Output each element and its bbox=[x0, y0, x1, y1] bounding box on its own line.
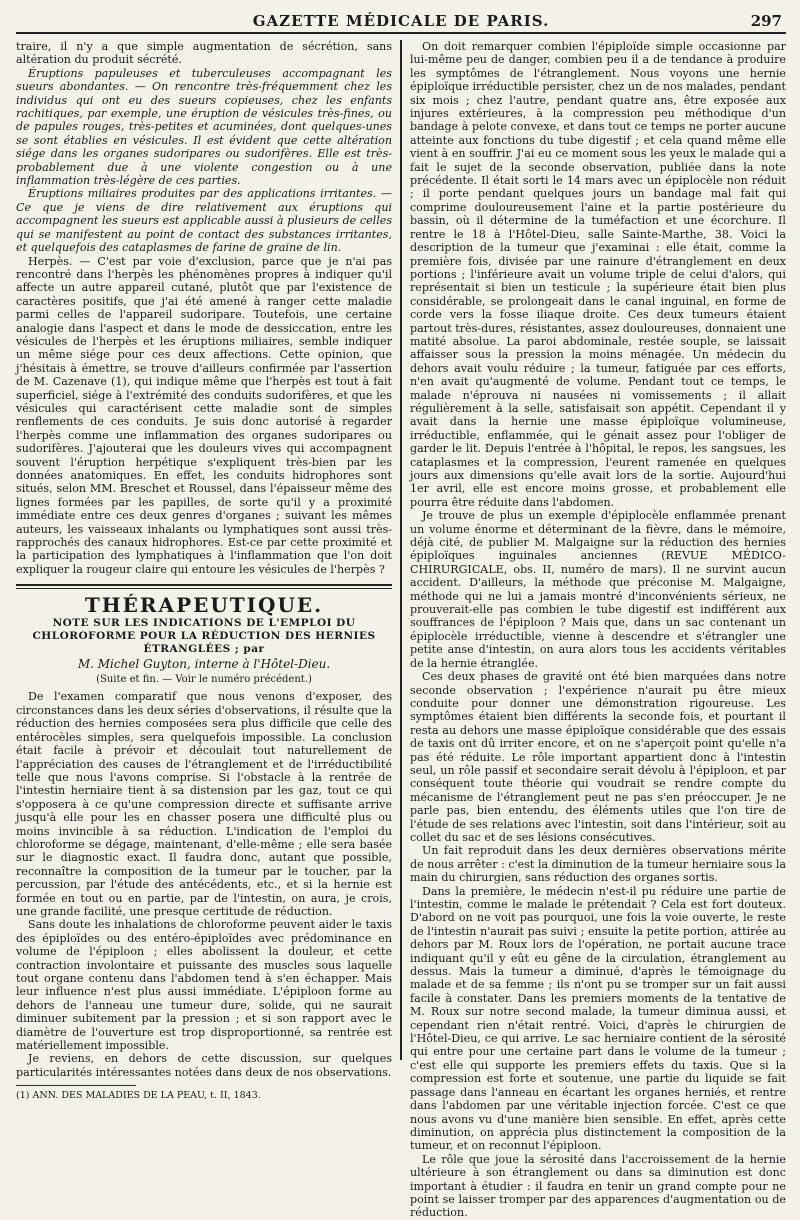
right-column bbox=[402, 40, 786, 1220]
page-number: 297 bbox=[750, 12, 782, 30]
left-column bbox=[16, 40, 400, 1102]
paragraph: De l'examen comparatif que nous venons d'exposer, des circonstances dans les deux séries d'observations, il résulte que la réduction des hernies composées sera plus difficile que celle des entérocèles simples, sera quelquefois impossible. La conclusion était facile à prévoir et découlait tout naturellement de l'appréciation des causes de l'étranglement et de l'irréductibilité telle que nous l'avons comprise. Si l'obstacle à la rentrée de l'intestin herniaire tient à sa distension par les gaz, tout ce qui s'opposera à ce qu'une compression directe et suffisante arrive jusqu'à elle pour les en chasser posera une difficulté plus ou moins invincible à sa réduction. L'indication de l'emploi du chloroforme se dégage, maintenant, d'elle-même ; elle sera basée sur le diagnostic exact. Il faudra donc, autant que possible, reconnaître la composition de la tumeur par le toucher, par la percussion, par l'étude des antécédents, etc., et si la hernie est formée en tout ou en partie, par de l'intestin, on aura, je crois, une grande facilité, une presque certitude de réduction. bbox=[16, 690, 393, 918]
paragraph: Dans la première, le médecin n'est-il pu réduire une partie de l'intestin, comme le malade le prétendait ? Cela est fort douteux. D'abord on ne voit pas pourquoi, une fois la voie ouverte, le reste de l'intestin n'aurait pas suivi ; ensuite la petite portion, attirée au dehors par M. Roux lors de l'opération, ne portait aucune trace indiquant qu'il y eût eu gêne de la circulation, étranglement au dessus. Mais la tumeur a diminué, d'après le témoignage du malade et de sa femme ; ils n'ont pu se tromper sur un fait aussi facile à constater. Dans les premiers moments de la tentative de M. Roux sur notre second malade, la tumeur diminua aussi, et cependant rien n'était rentré. Voici, d'après le chirurgien de l'Hôtel-Dieu, ce qui arrive. Le sac herniaire contient de la sérosité qui entre pour une certaine part dans le volume de la tumeur ; c'est elle qui supporte les premiers effets du taxis. Que si la compression est forte et soutenue, une partie du liquide se fait passage dans l'anneau en écartant les organes herniés, et rentre dans l'abdomen par une véritable injection forcée. C'est ce que nous avons vu d'une manière bien sensible. En effet, après cette diminution, on apprécia plus distinctement la composition de la tumeur, et on reconnut l'épiploon. bbox=[409, 884, 786, 1153]
columns bbox=[16, 40, 786, 1220]
paragraph: traire, il n'y a que simple augmentation de sécrétion, sans altération du produit sécrété. bbox=[16, 40, 393, 67]
footnote: (1) ANN. DES MALADIES DE LA PEAU, t. II, 1843. bbox=[16, 1090, 261, 1102]
paragraph: Je trouve de plus un exemple d'épiplocèle enflammée prenant un volume énorme et déterminant de la fièvre, dans le mémoire, déjà cité, de publier M. Malgaigne sur la réduction des hernies épiploïques inguinales anciennes (REVUE MÉDICO-CHIRURGICALE, obs. II, numéro de mars). Il ne survint aucun accident. D'ailleurs, la méthode que préconise M. Malgaigne, méthode qui ne lui a jamais montré d'inconvénients sérieux, ne prouverait-elle pas combien le tube digestif est indifférent aux souffrances de l'épiploon ? Mais que, dans un sac contenant un épiplocèle irréductible, vienne à descendre et s'étrangler une petite anse d'intestin, on aura alors tous les accidents véritables de la hernie étranglée. bbox=[409, 509, 786, 670]
article-continuation-note: (Suite et fin. — Voir le numéro précédent.) bbox=[96, 674, 312, 686]
paragraph: Le rôle que joue la sérosité dans l'accroissement de la hernie ultérieure à son étranglement ou dans sa diminution est donc important à étudier : il faudra en tenir un grand compte pour ne point se laisser tromper par des apparences d'augmentation ou de réduction. bbox=[409, 1152, 786, 1220]
journal-title: GAZETTE MÉDICALE DE PARIS. bbox=[252, 12, 550, 30]
paragraph: Herpès. — C'est par voie d'exclusion, parce que je n'ai pas rencontré dans l'herpès les phénomènes propres à indiquer qu'il affecte un autre appareil cutané, plutôt que par l'existence de caractères positifs, que j'ai été amené à ranger cette maladie parmi celles de l'appareil sudoripare. Toutefois, une certaine analogie dans l'aspect et dans le mode de dessiccation, entre les vésicules de l'herpès et les éruptions miliaires, semble indiquer un même siége pour ces deux affections. Cette opinion, que j'hésitais à émettre, se trouve d'ailleurs confirmée par l'assertion de M. Cazenave (1), qui indique même que l'herpès est tout à fait superficiel, siége à l'extrémité des conduits sudorifères, et que les vésicules qui caractérisent cette maladie sont de simples renflements de ces conduits. Je suis donc autorisé à regarder l'herpès comme une inflammation des organes sudoripares ou sudorifères. J'ajouterai que les douleurs vives qui accompagnent souvent l'éruption herpétique s'expliquent très-bien par les données anatomiques. En effet, les conduits hidrophores sont situés, selon MM. Breschet et Roussel, dans l'épaisseur même des lignes formées par les papilles, de sorte qu'il y a proximité immédiate entre ces deux genres d'organes ; suivant les mêmes auteurs, les vaisseaux inhalants ou lymphatiques sont aussi très-rapprochés des canaux hidrophores. Est-ce par cette proximité et la participation des lymphatiques à l'inflammation que l'on doit expliquer la rougeur claire qui entoure les vésicules de l'herpès ? bbox=[16, 254, 393, 576]
paragraph: Un fait reproduit dans les deux dernières observations mérite de nous arrêter : c'est la diminution de la tumeur herniaire sous la main du chirurgien, sans réduction des organes sortis. bbox=[409, 844, 786, 885]
article-title: NOTE SUR LES INDICATIONS DE L'EMPLOI DU CHLOROFORME POUR LA RÉDUCTION DES HERNIES ÉTRANGLÉES ; par bbox=[32, 616, 376, 655]
page-header bbox=[16, 10, 786, 34]
paragraph: Sans doute les inhalations de chloroforme peuvent aider le taxis des épiploïdes ou des entéro-épiploïdes avec prédominance en volume de l'épiploon ; elles abolissent la douleur, et cette contraction involontaire et puissante des muscles sous laquelle tout organe contenu dans l'abdomen tend à s'en échapper. Mais leur influence n'est plus aussi immédiate. L'épiploon forme au dehors de l'anneau une tumeur dure, solide, qui ne saurait diminuer subitement par la pression ; et si son rapport avec le diamètre de l'ouverture est trop disproportionné, sa rentrée est matériellement impossible. bbox=[16, 918, 393, 1053]
paragraph: Éruptions miliaires produites par des applications irritantes. — Ce que je viens de dire relativement aux éruptions qui accompagnent les sueurs est applicable aussi à plusieurs de celles qui se manifestent au point de contact des substances irritantes, et quelquefois des cataplasmes de farine de graine de lin. bbox=[16, 187, 393, 255]
section-divider bbox=[16, 584, 392, 589]
section-title: THÉRAPEUTIQUE. bbox=[84, 593, 324, 618]
article-byline: M. Michel Guyton, interne à l'Hôtel-Dieu. bbox=[77, 656, 331, 671]
paragraph: Ces deux phases de gravité ont été bien marquées dans notre seconde observation ; l'expérience n'aurait pu être mieux conduite pour donner une démonstration rigoureuse. Les symptômes étaient bien différents la seconde fois, et pourtant il resta au dehors une masse épiploïque considérable que des essais de taxis ont dû irriter encore, et on ne s'aperçoit point qu'elle n'a pas été réduite. Le rôle important appartient donc à l'intestin seul, un rôle passif et secondaire serait dévolu à l'épiploon, et par conséquent toute théorie qui voudrait se rendre compte du mécanisme de l'étranglement peut ne pas s'en préoccuper. Je ne parle pas, bien entendu, des éléments utiles que l'on tire de l'étude de ses relations avec l'intestin, soit dans l'intérieur, soit au collet du sac et de ses lésions consécutives. bbox=[409, 670, 786, 844]
paragraph: Je reviens, en dehors de cette discussion, sur quelques particularités intéressantes notées dans deux de nos observations. bbox=[16, 1052, 393, 1079]
paragraph: On doit remarquer combien l'épiploïde simple occasionne par lui-même peu de danger, combien peu il a de tendance à produire les symptômes de l'étranglement. Nous voyons une hernie épiploïque irréductible persister, chez un de nos malades, pendant six mois ; chez l'autre, pendant quatre ans, être exposée aux injures extérieures, à la compression peu méthodique d'un bandage à pelote convexe, et dans tout ce temps ne porter aucune atteinte aux fonctions du tube digestif ; et cela quand même elle vient à en souffrir. J'ai eu ce moment sous les yeux le malade qui a fait le sujet de la seconde observation, publiée dans la note précédente. Il était sorti le 14 mars avec un épiplocèle non réduit ; il porte pendant quelques jours un bandage mal fait qui comprime douloureusement l'aine et la partie postérieure du bassin, où il détermine de la tuméfaction et une écorchure. Il rentre le 18 à l'Hôtel-Dieu, salle Sainte-Marthe, 38. Voici la description de la tumeur que j'examinai : elle était, comme la première fois, divisée par une rainure d'étranglement en deux portions ; l'inférieure avait un volume triple de celui d'alors, qui représentait si bien un testicule ; la supérieure était bien plus considérable, se prolongeait dans le canal inguinal, en forme de corde vers la fosse iliaque droite. Ces deux tumeurs étaient partout très-dures, résistantes, assez douloureuses, donnaient une matité absolue. La paroi abdominale, restée souple, se laissait affaisser sous la pression la moins ménagée. Un médecin du dehors avait voulu réduire ; la tumeur, fatiguée par ces efforts, n'en avait qu'augmenté de volume. Pendant tout ce temps, le malade n'éprouva ni nausées ni vomissements ; il allait régulièrement à la selle, satisfaisait son appétit. Cependant il y avait dans la hernie une masse épiploïque volumineuse, irréductible, enflammée, qui le génait assez pour l'obliger de garder le lit. Depuis l'entrée à l'hôpital, le repos, les sangsues, les cataplasmes et la compression, l'eurent ramenée en quelques jours aux dimensions qu'elle avait lors de la sortie. Aujourd'hui 1er avril, elle est encore moins grosse, et probablement elle pourra être réduite dans l'abdomen. bbox=[409, 40, 786, 509]
paragraph: Éruptions papuleuses et tuberculeuses accompagnant les sueurs abondantes. — On rencontre très-fréquemment chez les individus qui ont eu des sueurs copieuses, chez les enfants rachitiques, par exemple, une éruption de vésicules très-fines, ou de papules rouges, très-petites et acuminées, dont quelques-unes se sont établies en vésicules. Il est évident que cette altération siége dans les organes sudoripares ou sudorifères. Elle est très-probablement due à une violente congestion ou à une inflammation très-légère de ces parties. bbox=[16, 66, 393, 188]
footnote-divider bbox=[16, 1085, 136, 1086]
